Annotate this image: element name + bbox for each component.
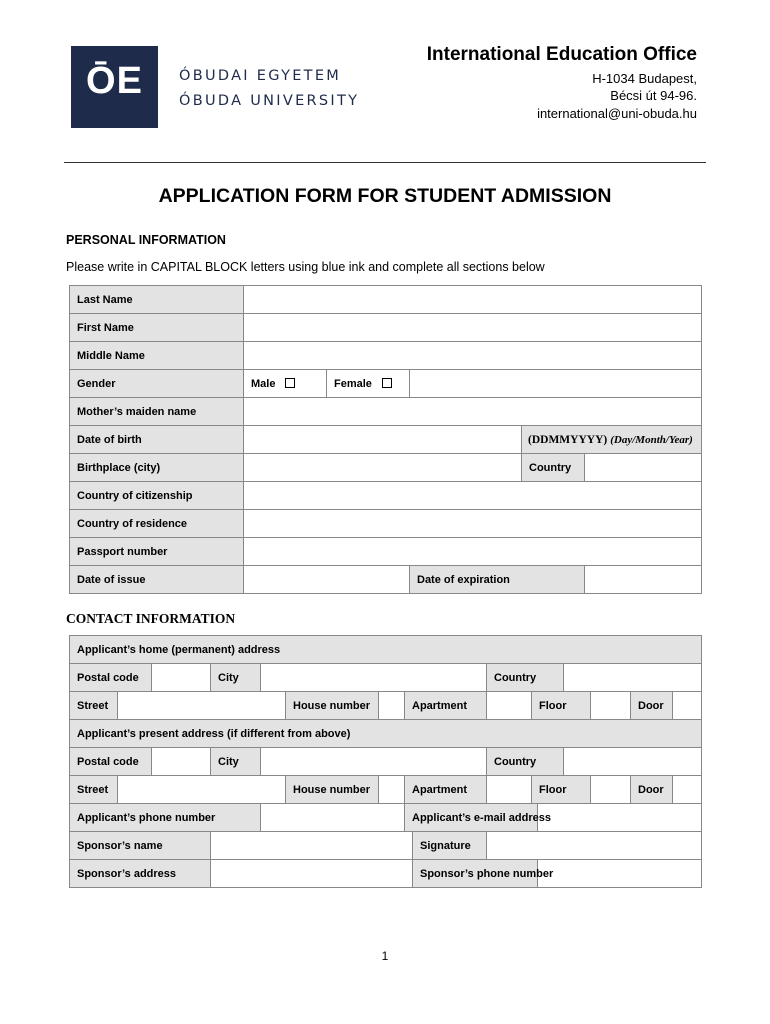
gender-label: Gender: [70, 370, 244, 398]
table-row: [70, 804, 702, 832]
office-title: International Education Office: [426, 44, 697, 65]
gender-male-cell: [244, 370, 327, 398]
home-street-label: Street: [70, 692, 118, 720]
page-number: 1: [381, 949, 389, 963]
female-checkbox[interactable]: [382, 378, 392, 388]
form-title: APPLICATION FORM FOR STUDENT ADMISSION: [158, 185, 612, 207]
instruction-text: Please write in CAPITAL BLOCK letters using blue ink and complete all sections below: [66, 260, 545, 274]
passport-field[interactable]: [244, 538, 702, 566]
female-label: Female: [334, 377, 372, 390]
present-city-label: City: [211, 748, 261, 776]
home-address-heading: Applicant’s home (permanent) address: [70, 636, 702, 664]
date-of-birth-format: [522, 426, 702, 454]
gender-empty-cell: [410, 370, 702, 398]
table-row: [70, 776, 702, 804]
present-address-heading: Applicant’s present address (if different from above): [70, 720, 702, 748]
home-street-field[interactable]: [118, 692, 286, 720]
table-row: [70, 286, 702, 314]
email-field[interactable]: [538, 804, 702, 832]
table-row: [70, 860, 702, 888]
residence-field[interactable]: [244, 510, 702, 538]
university-logo: [71, 46, 158, 128]
signature-field[interactable]: [487, 832, 702, 860]
present-postal-code-field[interactable]: [152, 748, 211, 776]
dob-format: (DDMMYYYY): [528, 433, 608, 446]
present-house-number-label: House number: [286, 776, 379, 804]
home-city-field[interactable]: [261, 664, 487, 692]
sponsor-address-label: Sponsor’s address: [70, 860, 211, 888]
office-email: international@uni-obuda.hu: [537, 106, 697, 121]
table-row: [70, 636, 702, 664]
present-country-field[interactable]: [564, 748, 702, 776]
personal-info-table: [69, 285, 702, 594]
home-country-label: Country: [487, 664, 564, 692]
date-of-expiration-field[interactable]: [585, 566, 702, 594]
present-house-number-field[interactable]: [379, 776, 405, 804]
date-of-issue-field[interactable]: [244, 566, 410, 594]
mothers-maiden-name-label: Mother’s maiden name: [70, 398, 244, 426]
sponsor-name-field[interactable]: [211, 832, 413, 860]
table-row: [70, 748, 702, 776]
middle-name-field[interactable]: [244, 342, 702, 370]
mothers-maiden-name-field[interactable]: [244, 398, 702, 426]
home-city-label: City: [211, 664, 261, 692]
date-of-birth-label: Date of birth: [70, 426, 244, 454]
present-door-label: Door: [631, 776, 673, 804]
table-row: [70, 566, 702, 594]
present-floor-field[interactable]: [591, 776, 631, 804]
signature-label: Signature: [413, 832, 487, 860]
table-row: [70, 314, 702, 342]
home-postal-code-label: Postal code: [70, 664, 152, 692]
sponsor-address-field[interactable]: [211, 860, 413, 888]
male-label: Male: [251, 377, 276, 390]
email-label: Applicant’s e-mail address: [405, 804, 538, 832]
last-name-label: Last Name: [70, 286, 244, 314]
present-country-label: Country: [487, 748, 564, 776]
table-row: [70, 482, 702, 510]
table-row: [70, 342, 702, 370]
contact-section-title: CONTACT INFORMATION: [66, 611, 236, 626]
middle-name-label: Middle Name: [70, 342, 244, 370]
home-postal-code-field[interactable]: [152, 664, 211, 692]
table-row: [70, 720, 702, 748]
contact-info-table: [69, 635, 702, 888]
passport-label: Passport number: [70, 538, 244, 566]
table-row: [70, 370, 702, 398]
present-door-field[interactable]: [673, 776, 702, 804]
home-house-number-label: House number: [286, 692, 379, 720]
home-floor-label: Floor: [532, 692, 591, 720]
birth-country-label: Country: [522, 454, 585, 482]
table-row: [70, 664, 702, 692]
present-street-label: Street: [70, 776, 118, 804]
present-apartment-field[interactable]: [487, 776, 532, 804]
citizenship-field[interactable]: [244, 482, 702, 510]
home-house-number-field[interactable]: [379, 692, 405, 720]
present-postal-code-label: Postal code: [70, 748, 152, 776]
date-of-issue-label: Date of issue: [70, 566, 244, 594]
birth-country-field[interactable]: [585, 454, 702, 482]
table-row: [70, 454, 702, 482]
last-name-field[interactable]: [244, 286, 702, 314]
address-line-2: Bécsi út 94-96.: [610, 88, 697, 103]
table-row: [70, 426, 702, 454]
dob-hint: (Day/Month/Year): [610, 433, 693, 446]
first-name-label: First Name: [70, 314, 244, 342]
home-apartment-label: Apartment: [405, 692, 487, 720]
home-apartment-field[interactable]: [487, 692, 532, 720]
logo-text: ŌE: [86, 60, 143, 102]
personal-section-title: PERSONAL INFORMATION: [66, 233, 226, 247]
date-of-expiration-label: Date of expiration: [410, 566, 585, 594]
home-country-field[interactable]: [564, 664, 702, 692]
phone-field[interactable]: [261, 804, 405, 832]
home-floor-field[interactable]: [591, 692, 631, 720]
phone-label: Applicant’s phone number: [70, 804, 261, 832]
first-name-field[interactable]: [244, 314, 702, 342]
home-door-label: Door: [631, 692, 673, 720]
header-divider: [64, 162, 706, 163]
residence-label: Country of residence: [70, 510, 244, 538]
present-apartment-label: Apartment: [405, 776, 487, 804]
birthplace-label: Birthplace (city): [70, 454, 244, 482]
present-floor-label: Floor: [532, 776, 591, 804]
birthplace-field[interactable]: [244, 454, 522, 482]
table-row: [70, 538, 702, 566]
present-street-field[interactable]: [118, 776, 286, 804]
citizenship-label: Country of citizenship: [70, 482, 244, 510]
present-city-field[interactable]: [261, 748, 487, 776]
table-row: [70, 398, 702, 426]
home-door-field[interactable]: [673, 692, 702, 720]
sponsor-phone-label: Sponsor’s phone number: [413, 860, 538, 888]
date-of-birth-field[interactable]: [244, 426, 522, 454]
sponsor-phone-field[interactable]: [538, 860, 702, 888]
address-line-1: H-1034 Budapest,: [592, 71, 697, 86]
table-row: [70, 692, 702, 720]
table-row: [70, 510, 702, 538]
male-checkbox[interactable]: [285, 378, 295, 388]
university-name-hu: ÓBUDAI EGYETEM: [179, 68, 342, 84]
sponsor-name-label: Sponsor’s name: [70, 832, 211, 860]
university-name-en: ÓBUDA UNIVERSITY: [179, 93, 360, 109]
gender-female-cell: [327, 370, 410, 398]
table-row: [70, 832, 702, 860]
